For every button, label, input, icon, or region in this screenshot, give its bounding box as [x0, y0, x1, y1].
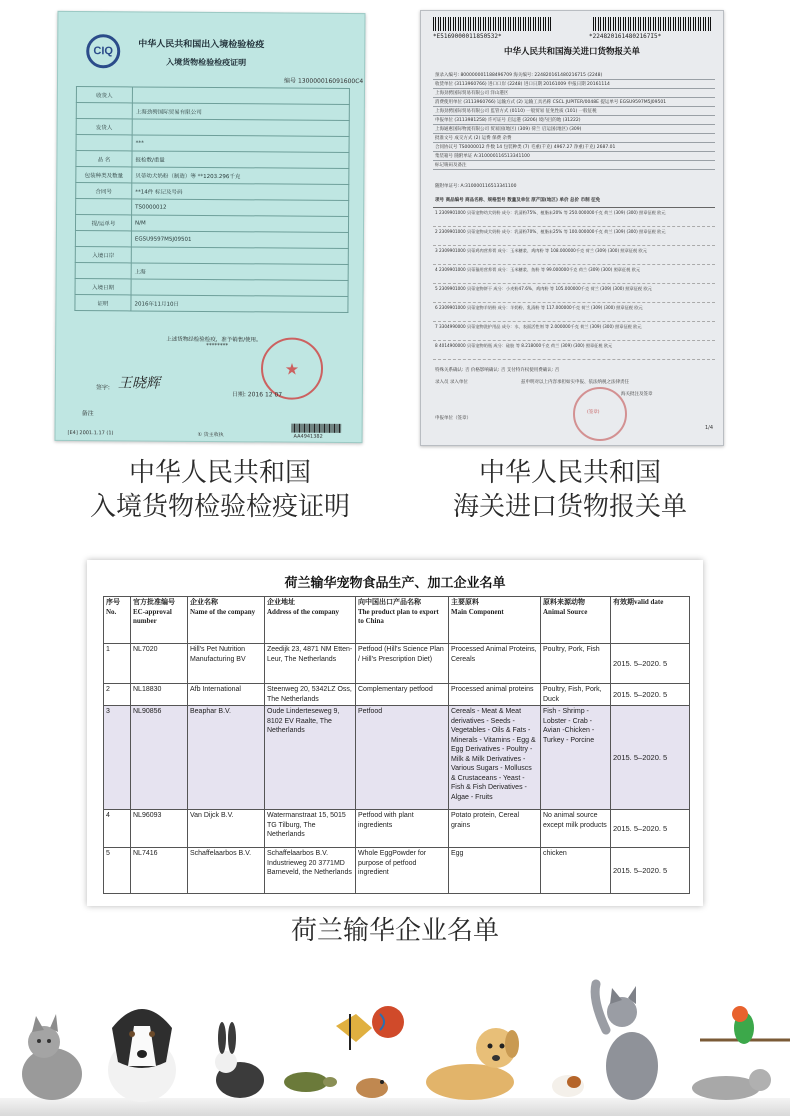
certificate-row-label	[76, 135, 132, 151]
enterprise-cell-name: Afb International	[188, 684, 265, 706]
floor-shadow	[0, 1098, 790, 1116]
customs-goods-row: 1 2309901000 贝蒂宠物幼犬奶粉 成分：乳清粉75%、植脂末20% 等 250.000000千克 荷兰 (309) (300) 照章征税 欧元	[433, 208, 715, 227]
enterprise-cell-address: Schaffelaarbos B.V. Industrieweg 20 3771MD Barneveld, the Netherlands	[265, 848, 356, 894]
enterprise-cell-valid: 2015. 5–2020. 5	[611, 684, 690, 706]
certificate-row	[76, 167, 349, 185]
certificate-row	[76, 151, 349, 169]
enterprise-table-row	[104, 706, 690, 810]
enterprise-table-row	[104, 644, 690, 684]
customs-goods-row: 6 2309901000 贝蒂宠物羊奶粉 成分：羊奶粉、乳清粉 等 117.000000千克 荷兰 (309) (300) 照章征税 欧元	[433, 303, 715, 322]
enterprise-cell-name: Hill's Pet Nutrition Manufacturing BV	[188, 644, 265, 684]
enterprise-cell-valid: 2015. 5–2020. 5	[611, 706, 690, 810]
certificate-row-label	[76, 103, 132, 119]
customs-header-row: 申报单位 (3113981258) 许可证号 启运港 (3206) 境内目的地 (31222)	[433, 116, 715, 125]
official-stamp-icon: ★	[261, 337, 323, 399]
certificate-row-value: TS0000012	[132, 199, 349, 217]
certificate-serial: AA4941382	[293, 433, 323, 440]
customs-header-row: 消费使用单位 (3113960766) 运输方式 (2) 运输工具名称 CSCL JUPITER/0048E 提运单号 EGSU9597M5J09501	[433, 98, 715, 107]
certificate-number: 编号 130000016091600C4	[283, 77, 364, 86]
certificate-row-value	[131, 279, 348, 297]
lying-tabby-cat-icon	[692, 1069, 771, 1100]
certificate-row-label	[75, 231, 131, 247]
certificate-row-label: 发货人	[76, 119, 132, 135]
enterprise-table-row	[104, 848, 690, 894]
certificate-row-value	[132, 119, 349, 137]
enterprise-table	[103, 596, 690, 894]
customs-header-grid	[433, 71, 715, 170]
barcode-left-icon	[433, 17, 553, 31]
certificate-row-label: 入境口岸	[75, 247, 131, 263]
certificate-row-label: 品 名	[76, 151, 132, 167]
certificate-row-label: 提/运单号	[75, 215, 131, 231]
discus-fish-icon	[372, 1006, 404, 1038]
enterprise-cell-no: 4	[104, 810, 131, 848]
enterprise-cell-address: Oude Linderteseweg 9, 8102 EV Raalte, The Netherlands	[265, 706, 356, 810]
certificate-row-value: 报检数/重量	[132, 151, 349, 169]
guinea-pig-icon	[552, 1075, 584, 1097]
certificate-row-label: 包装种类及数量	[76, 167, 132, 183]
certificate-row-label: 合同号	[76, 183, 132, 199]
enterprise-cell-name: Van Dijck B.V.	[188, 810, 265, 848]
certificate-barcode-icon	[292, 424, 342, 433]
certificate-caption: 中华人民共和国 入境货物检验检疫证明	[89, 458, 350, 522]
certificate-row	[76, 103, 349, 121]
enterprise-cell-valid: 2015. 5–2020. 5	[611, 810, 690, 848]
enterprise-table-header: 官方批准编号 EC-approval number	[131, 597, 188, 644]
certificate-row	[75, 279, 348, 297]
certificate-row-value: 上海	[131, 263, 348, 281]
enterprise-list-caption: 荷兰输华企业名单	[290, 916, 499, 946]
certificate-title-line1: 中华人民共和国出入境检验检疫	[138, 39, 265, 51]
customs-declaration-image	[420, 10, 724, 446]
customs-goods-header: 项号 商品编号 商品名称、规格型号 数量及单位 原产国(地区) 单价 总价 币制 征免	[435, 198, 601, 203]
enterprise-list-title: 荷兰输华宠物食品生产、加工企业名单	[284, 576, 506, 591]
enterprise-table-header: 企业地址 Address of the company	[265, 597, 356, 644]
enterprise-cell-no: 3	[104, 706, 131, 810]
customs-confirm-line: 特殊关系确认: 否 价格影响确认: 否 支付特许权使用费确认: 否	[435, 368, 560, 373]
pet-animals-illustration	[0, 970, 790, 1116]
customs-header-row: 收货单位 (3113960766) 进口口岸 (2248) 进口日期 20161009 申报日期 20161114	[433, 80, 715, 89]
enterprise-cell-source: Poultry, Fish, Pork, Duck	[541, 684, 611, 706]
certificate-row-label: 证明	[75, 295, 131, 311]
certificate-row	[75, 215, 348, 233]
certificate-row-value: 2016年11月10日	[131, 295, 348, 313]
certificate-row	[76, 135, 349, 153]
customs-stamp-text: (签章)	[587, 410, 600, 415]
enterprise-cell-no: 2	[104, 684, 131, 706]
certificate-row-value	[132, 87, 349, 105]
enterprise-cell-component: Processed Animal Proteins, Cereals	[449, 644, 541, 684]
customs-goods-row: 2 2309901000 贝蒂宠物成犬奶粉 成分：乳清粉70%、植脂末25% 等 100.000000千克 荷兰 (309) (300) 照章征税 欧元	[433, 227, 715, 246]
enterprise-cell-component: Cereals - Meat & Meat derivatives - Seeds - Vegetables - Oils & Fats - Minerals - Vitamins - Egg & Egg Derivatives - Poultry - Milk & Milk Derivatives - Various Sugars - Molluscs & Crustaceans - Yeast - Fish & Fish Derivatives - Algae - Fruits	[449, 706, 541, 810]
customs-header-row: 预录入编号: 800000001188496709 海关编号: 224820161480216715 (2248)	[433, 71, 715, 80]
certificate-footer-mid: ① 货主收执	[197, 431, 224, 439]
customs-goods-row: 8 4014900000 贝蒂宠物奶瓶 成分：硅胶 等 8.218000千克 荷兰 (309) (300) 照章征税 欧元	[433, 341, 715, 360]
certificate-row	[76, 87, 349, 105]
enterprise-cell-ec: NL90856	[131, 706, 188, 810]
angelfish-icon	[336, 1014, 372, 1050]
enterprise-cell-valid: 2015. 5–2020. 5	[611, 644, 690, 684]
enterprise-table-header: 企业名称 Name of the company	[188, 597, 265, 644]
barcode-right-text: *2248201614802167I5*	[589, 33, 662, 40]
enterprise-table-header: 原料来源动物 Animal Source	[541, 597, 611, 644]
certificate-statement: 上述货物经检验检疫，准予销售/使用。 ********	[166, 336, 262, 350]
barcode-right-icon	[593, 17, 713, 31]
certificate-row-value: 贝蒂幼犬奶粉（制造）等 **1203.296千克	[132, 167, 349, 185]
certificate-footer-left: [E4] 2001.1.17 (1)	[67, 430, 114, 437]
certificate-row-value: N/M	[131, 215, 348, 233]
border-collie-icon	[108, 1009, 176, 1102]
enterprise-cell-source: chicken	[541, 848, 611, 894]
customs-header-row: 上海劲骋国际贸易有限公司 监管方式 (0110) 一般贸易 征免性质 (101) 一般征税	[433, 107, 715, 116]
customs-review-label: 海关批注及签章	[621, 392, 653, 397]
customs-header-row: 上海劲骋国际贸易有限公司 洋山港区	[433, 89, 715, 98]
enterprise-cell-no: 1	[104, 644, 131, 684]
certificate-row-label: 入境日期	[75, 279, 131, 295]
enterprise-cell-name: Schaffelaarbos B.V.	[188, 848, 265, 894]
enterprise-cell-product: Complementary petfood	[356, 684, 449, 706]
customs-stamp-icon	[573, 387, 627, 441]
certificate-row-label: 收货人	[76, 87, 132, 103]
certificate-row-label	[76, 199, 132, 215]
certificate-row-value	[131, 247, 348, 265]
certificate-row	[75, 247, 348, 265]
certificate-row-value: EGSU9597M5J09501	[131, 231, 348, 249]
barcode-left-text: *E5169000011850532*	[433, 33, 502, 40]
enterprise-table-header: 主要原料 Main Component	[449, 597, 541, 644]
customs-applicant-label: 申报单位（签章）	[435, 416, 471, 421]
enterprise-cell-address: Zeedijk 23, 4871 NM Etten-Leur, The Netherlands	[265, 644, 356, 684]
customs-goods-row: 3 2309901000 贝蒂鸡肉营养膏 成分：玉米糖浆、鸡肉粉 等 108.000000千克 荷兰 (309) (300) 照章征税 欧元	[433, 246, 715, 265]
customs-ref-line: 随附单证号: A:310000116513341100	[435, 184, 517, 189]
customs-goods-row: 5 2309901000 贝蒂宠物饼干 成分：小麦粉47.6%、鸡肉粉 等 105.000000千克 荷兰 (309) (300) 照章征税 欧元	[433, 284, 715, 303]
customs-goods-list	[433, 207, 715, 360]
certificate-date: 日期: 2016 12 07	[231, 391, 283, 399]
rabbit-icon	[215, 1022, 264, 1098]
customs-header-row: 标记唛码及备注	[433, 161, 715, 170]
enterprise-cell-source: No animal source except milk products	[541, 810, 611, 848]
certificate-row-value: ***	[132, 135, 349, 153]
certificate-row-value: **14件 标记及号码	[132, 183, 349, 201]
enterprise-cell-ec: NL96093	[131, 810, 188, 848]
enterprise-cell-source: Poultry, Pork, Fish	[541, 644, 611, 684]
customs-header-row: 批准文号 成交方式 (2) 运费 保费 杂费	[433, 134, 715, 143]
enterprise-cell-component: Processed animal proteins	[449, 684, 541, 706]
certificate-row	[75, 231, 348, 249]
enterprise-cell-valid: 2015. 5–2020. 5	[611, 848, 690, 894]
ciq-logo-icon: CIQ	[86, 34, 120, 68]
certificate-row	[75, 295, 348, 313]
enterprise-cell-component: Potato protein, Cereal grains	[449, 810, 541, 848]
certificate-row	[75, 263, 348, 281]
enterprise-table-header: 序号 No.	[104, 597, 131, 644]
certificate-row-value: 上海劲骋国际贸易有限公司	[132, 103, 349, 121]
enterprise-cell-component: Egg	[449, 848, 541, 894]
enterprise-table-header: 有效期valid date	[611, 597, 690, 644]
enterprise-cell-product: Petfood with plant ingredients	[356, 810, 449, 848]
certificate-row	[76, 119, 349, 137]
customs-header-row: 集装箱号 随附单证 A:310000116513341100	[433, 152, 715, 161]
certificate-title-line2: 入境货物检验检疫证明	[166, 57, 247, 68]
customs-header-row: 上海通惠国际物流有限公司 贸易国(地区) (309) 荷兰 启运国(地区) (309)	[433, 125, 715, 134]
enterprise-cell-address: Steenweg 20, 5342LZ Oss, The Netherlands	[265, 684, 356, 706]
enterprise-cell-product: Whole EggPowder for purpose of petfood ingredient	[356, 848, 449, 894]
customs-page-number: 1/4	[704, 425, 713, 431]
enterprise-cell-source: Fish - Shrimp - Lobster - Crab - Avian -Chicken - Turkey - Porcine	[541, 706, 611, 810]
certificate-row	[76, 199, 349, 217]
enterprise-list-image	[87, 560, 703, 906]
enterprise-cell-ec: NL7020	[131, 644, 188, 684]
enterprise-table-row	[104, 810, 690, 848]
enterprise-table-header: 向中国出口产品名称 The product plan to export to China	[356, 597, 449, 644]
certificate-row	[76, 183, 349, 201]
signature: 王晓辉	[117, 375, 160, 392]
hamster-icon	[356, 1078, 388, 1098]
enterprise-cell-name: Beaphar B.V.	[188, 706, 265, 810]
tabby-cat-icon	[22, 1014, 82, 1100]
enterprise-cell-product: Petfood	[356, 706, 449, 810]
labrador-puppy-icon	[426, 1028, 519, 1100]
customs-declare-text: 兹申明对以上内容承担如实申报、依法纳税之法律责任	[521, 380, 629, 385]
enterprise-cell-product: Petfood (Hill's Science Plan / Hill's Prescription Diet)	[356, 644, 449, 684]
customs-header-row: 合同协议号 TS0000012 件数 14 包装种类 (7) 毛重(千克) 4967.27 净重(千克) 2687.01	[433, 143, 715, 152]
sign-label: 签字:	[95, 384, 110, 392]
customs-entry-label: 录入员 录入单位	[435, 380, 468, 385]
turtle-icon	[284, 1072, 337, 1092]
remark-label: 备注	[81, 410, 94, 418]
enterprise-cell-ec: NL18830	[131, 684, 188, 706]
inspection-certificate-image	[55, 11, 366, 443]
certificate-table	[74, 86, 350, 313]
customs-title: 中华人民共和国海关进口货物报关单	[503, 47, 640, 57]
enterprise-table-row	[104, 684, 690, 706]
lovebird-icon	[700, 1006, 790, 1044]
enterprise-cell-no: 5	[104, 848, 131, 894]
enterprise-cell-address: Watermanstraat 15, 5015 TG Tilburg, The Netherlands	[265, 810, 356, 848]
customs-goods-row: 4 2309901000 贝蒂猫用营养膏 成分：玉米糖浆、鱼粉 等 99.000000千克 荷兰 (309) (300) 照章征税 欧元	[433, 265, 715, 284]
certificate-row-label	[75, 263, 131, 279]
customs-caption: 中华人民共和国 海关进口货物报关单	[452, 458, 687, 522]
grey-cat-standing-icon	[595, 984, 658, 1100]
customs-goods-row: 7 3304990000 贝蒂宠物洗护用品 成分：水、表面活性剂 等 2.000000千克 荷兰 (309) (300) 照章征税 欧元	[433, 322, 715, 341]
enterprise-cell-ec: NL7416	[131, 848, 188, 894]
